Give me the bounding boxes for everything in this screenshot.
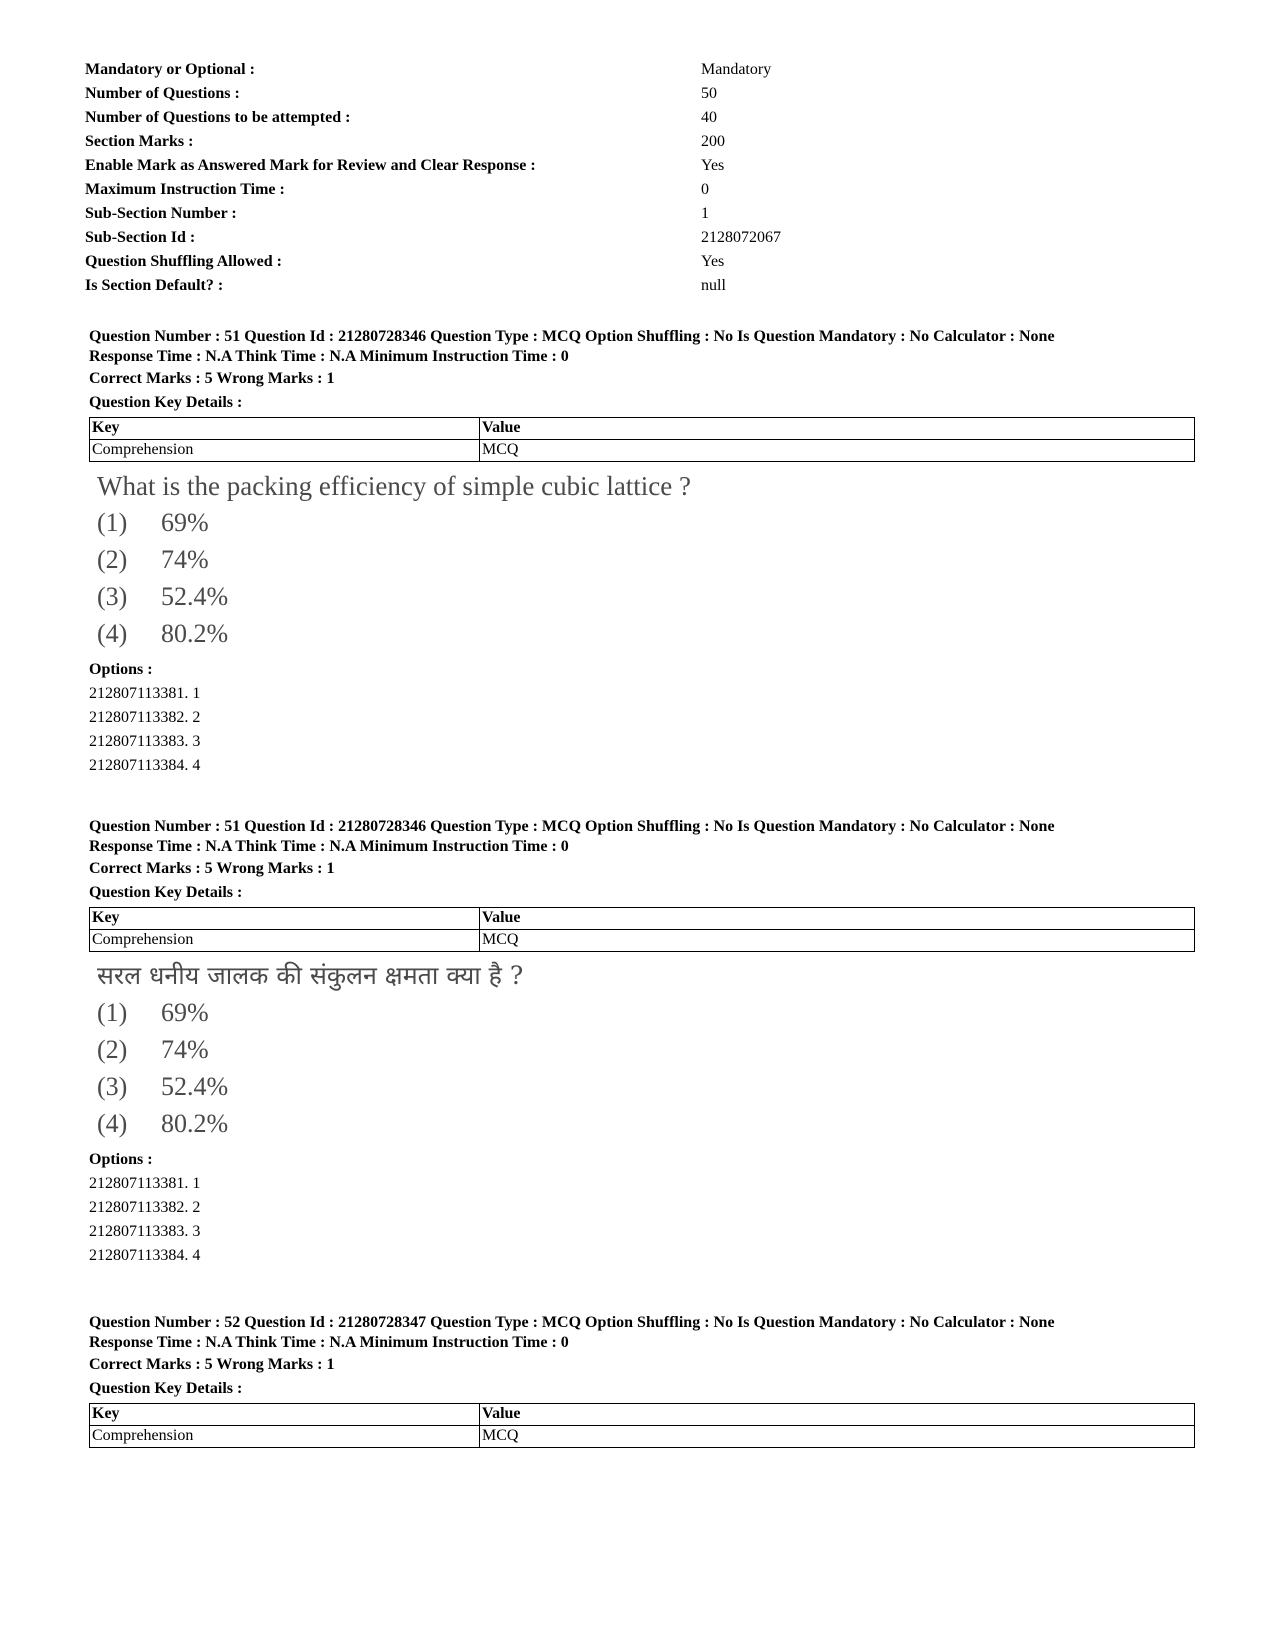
table-header-key: Key [90, 1404, 480, 1426]
option-id: 212807113381. 1 [89, 1175, 201, 1192]
meta-value: null [701, 277, 726, 294]
question-timing: Response Time : N.A Think Time : N.A Minimum Instruction Time : 0 [89, 838, 569, 855]
meta-label: Enable Mark as Answered Mark for Review and Clear Response : [85, 157, 536, 174]
options-label: Options : [89, 1151, 153, 1168]
choice-text: 80.2% [161, 1109, 229, 1138]
meta-value: 40 [701, 109, 717, 126]
meta-row [85, 250, 1185, 274]
choice [97, 1031, 1194, 1068]
choice-text: 69% [161, 998, 209, 1027]
options-label: Options : [89, 661, 153, 678]
meta-row [85, 202, 1185, 226]
question-block [89, 1313, 1194, 1448]
meta-value: 2128072067 [701, 229, 781, 246]
choice-number: (1) [97, 508, 128, 537]
choice-text: 69% [161, 508, 209, 537]
option-id: 212807113383. 3 [89, 733, 201, 750]
question-header: Question Number : 51 Question Id : 21280728346 Question Type : MCQ Option Shuffling : No Is Question Mandatory : No Calculator : None [89, 818, 1055, 835]
choice-number: (3) [97, 582, 128, 611]
meta-row [85, 226, 1185, 250]
table-header-key: Key [90, 418, 480, 440]
table-cell-value: MCQ [480, 440, 1195, 462]
key-details-table [89, 1403, 1195, 1448]
option-id: 212807113382. 2 [89, 1199, 201, 1216]
key-details-label: Question Key Details : [89, 1380, 243, 1397]
choice [97, 504, 1194, 541]
question-image [97, 468, 1194, 652]
question-timing: Response Time : N.A Think Time : N.A Minimum Instruction Time : 0 [89, 1334, 569, 1351]
meta-value: Mandatory [701, 61, 772, 78]
option-id: 212807113384. 4 [89, 1247, 201, 1264]
choice [97, 541, 1194, 578]
table-header-row [90, 1404, 1195, 1426]
choice-number: (4) [97, 1109, 128, 1138]
meta-value: 50 [701, 85, 717, 102]
meta-label: Sub-Section Id : [85, 229, 196, 246]
meta-label: Section Marks : [85, 133, 194, 150]
meta-value: 0 [701, 181, 709, 198]
meta-row [85, 106, 1185, 130]
meta-row [85, 58, 1185, 82]
meta-value: 1 [701, 205, 709, 222]
meta-label: Number of Questions to be attempted : [85, 109, 351, 126]
meta-value: Yes [701, 253, 725, 270]
question-marks: Correct Marks : 5 Wrong Marks : 1 [89, 1356, 335, 1373]
meta-row [85, 130, 1185, 154]
meta-label: Number of Questions : [85, 85, 240, 102]
choice-text: 74% [161, 545, 209, 574]
table-row [90, 440, 1195, 462]
choice-text: 52.4% [161, 1072, 229, 1101]
question-marks: Correct Marks : 5 Wrong Marks : 1 [89, 860, 335, 877]
question-block [89, 327, 1194, 778]
table-cell-key: Comprehension [90, 930, 480, 952]
choice [97, 615, 1194, 652]
question-image [97, 958, 1194, 1142]
key-details-label: Question Key Details : [89, 394, 243, 411]
table-header-key: Key [90, 908, 480, 930]
question-marks: Correct Marks : 5 Wrong Marks : 1 [89, 370, 335, 387]
table-row [90, 930, 1195, 952]
table-cell-key: Comprehension [90, 440, 480, 462]
question-text: सरल धनीय जालक की संकुलन क्षमता क्या है ? [97, 961, 524, 990]
choice-number: (3) [97, 1072, 128, 1101]
meta-row [85, 82, 1185, 106]
question-block [89, 817, 1194, 1268]
table-header-row [90, 908, 1195, 930]
meta-label: Is Section Default? : [85, 277, 224, 294]
question-timing: Response Time : N.A Think Time : N.A Minimum Instruction Time : 0 [89, 348, 569, 365]
option-id: 212807113382. 2 [89, 709, 201, 726]
key-details-label: Question Key Details : [89, 884, 243, 901]
choice-number: (2) [97, 545, 128, 574]
table-header-value: Value [480, 908, 1195, 930]
meta-label: Mandatory or Optional : [85, 61, 255, 78]
choice-text: 80.2% [161, 619, 229, 648]
choice [97, 1105, 1194, 1142]
meta-value: 200 [701, 133, 725, 150]
meta-label: Maximum Instruction Time : [85, 181, 285, 198]
meta-label: Question Shuffling Allowed : [85, 253, 282, 270]
table-cell-value: MCQ [480, 1426, 1195, 1448]
key-details-table [89, 907, 1195, 952]
choice [97, 578, 1194, 615]
table-header-value: Value [480, 1404, 1195, 1426]
meta-row [85, 178, 1185, 202]
option-id: 212807113384. 4 [89, 757, 201, 774]
choice-number: (2) [97, 1035, 128, 1064]
option-id: 212807113381. 1 [89, 685, 201, 702]
table-cell-value: MCQ [480, 930, 1195, 952]
table-header-value: Value [480, 418, 1195, 440]
section-meta [85, 58, 1185, 298]
question-header: Question Number : 52 Question Id : 21280728347 Question Type : MCQ Option Shuffling : No Is Question Mandatory : No Calculator : None [89, 1314, 1055, 1331]
key-details-table [89, 417, 1195, 462]
table-header-row [90, 418, 1195, 440]
choice [97, 994, 1194, 1031]
question-header: Question Number : 51 Question Id : 21280728346 Question Type : MCQ Option Shuffling : No Is Question Mandatory : No Calculator : None [89, 328, 1055, 345]
choice-number: (1) [97, 998, 128, 1027]
choice-number: (4) [97, 619, 128, 648]
meta-row [85, 274, 1185, 298]
meta-value: Yes [701, 157, 725, 174]
table-cell-key: Comprehension [90, 1426, 480, 1448]
question-text: What is the packing efficiency of simple cubic lattice ? [97, 471, 692, 501]
choice [97, 1068, 1194, 1105]
meta-row [85, 154, 1185, 178]
option-id: 212807113383. 3 [89, 1223, 201, 1240]
choice-text: 52.4% [161, 582, 229, 611]
meta-label: Sub-Section Number : [85, 205, 237, 222]
table-row [90, 1426, 1195, 1448]
choice-text: 74% [161, 1035, 209, 1064]
